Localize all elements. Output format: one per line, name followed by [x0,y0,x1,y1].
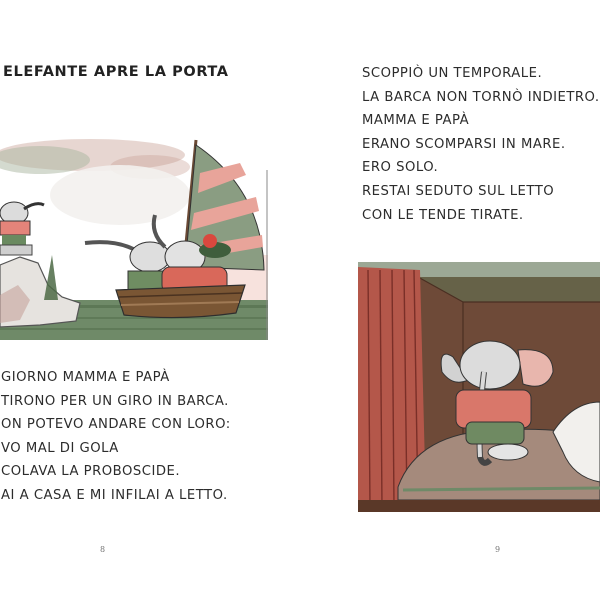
chapter-title: ELEFANTE APRE LA PORTA [3,64,229,80]
text-line: CON LE TENDE TIRATE. [362,207,524,223]
text-line: MAMMA E PAPÀ [362,113,470,129]
text-line: COLAVA LA PROBOSCIDE. [1,464,181,480]
page-number: 9 [495,545,501,554]
right-page [300,0,600,600]
boat-illustration [0,135,270,340]
right-story-text [362,62,600,227]
page-number: 8 [100,545,106,554]
bedroom-illustration [358,262,600,512]
text-line: TIRONO PER UN GIRO IN BARCA. [1,393,229,409]
text-line: ON POTEVO ANDARE CON LORO: [1,417,231,433]
text-line: SCOPPIÒ UN TEMPORALE. [362,66,543,81]
text-line: GIORNO MAMMA E PAPÀ [1,370,170,385]
text-line: LA BARCA NON TORNÒ INDIETRO. [362,89,600,105]
text-line: VO MAL DI GOLA [1,440,119,456]
text-line: RESTAI SEDUTO SUL LETTO [362,183,555,199]
left-story-text [1,366,231,508]
text-line: AI A CASA E MI INFILAI A LETTO. [1,487,228,503]
text-line: ERO SOLO. [362,160,439,176]
text-line: ERANO SCOMPARSI IN MARE. [362,136,566,152]
